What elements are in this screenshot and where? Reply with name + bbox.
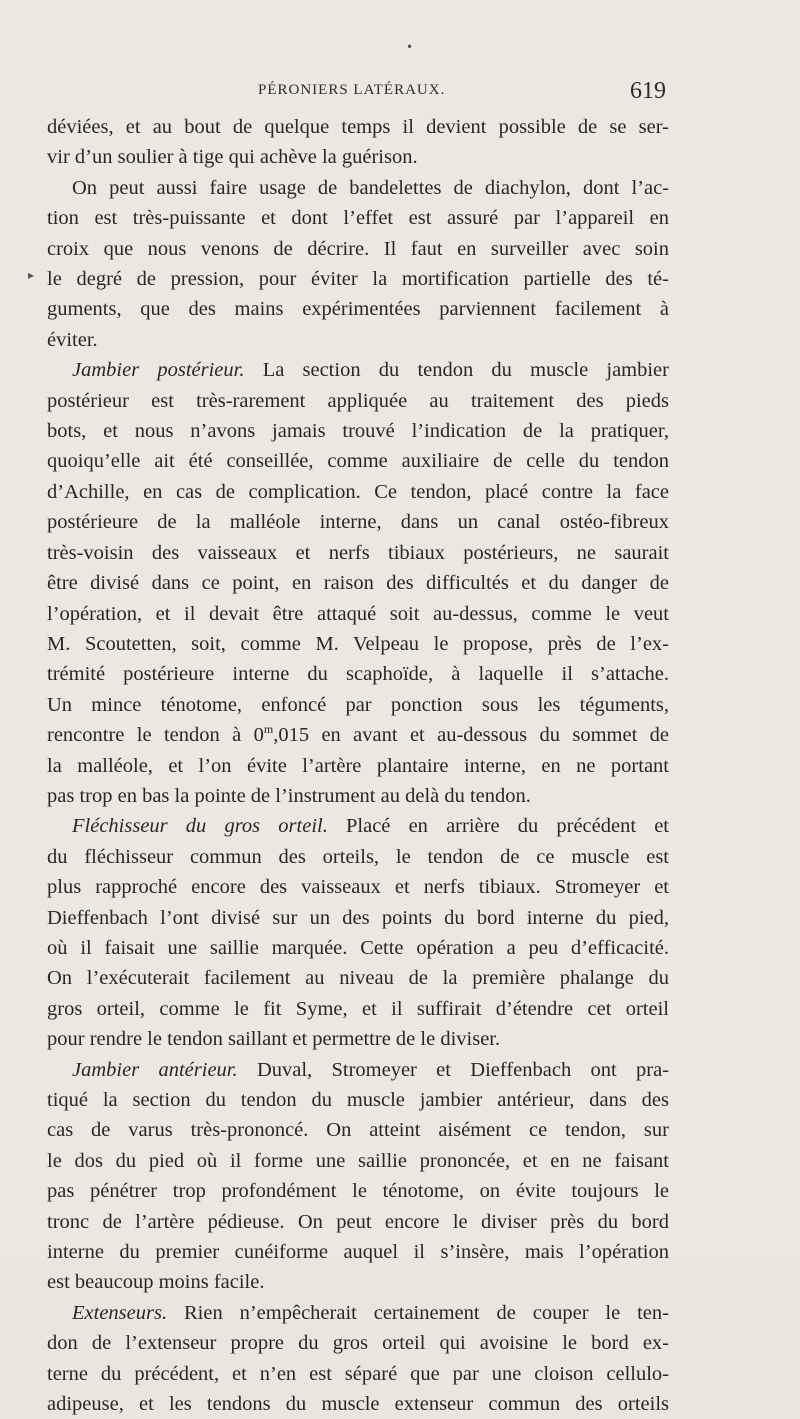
- section-heading: Fléchisseur du gros orteil.: [72, 815, 328, 838]
- text-run: Placé en arrière du précédent et: [327, 815, 669, 838]
- text-run: Dieffenbach l’ont divisé sur un des points du bord interne du pied,: [47, 906, 669, 929]
- text-line: [47, 599, 669, 629]
- text-run: ,015 en avant et au-dessous du sommet de: [273, 724, 669, 747]
- margin-mark: ▸: [28, 268, 35, 282]
- text-line: [47, 781, 669, 811]
- body-text: [47, 112, 669, 1419]
- text-line: [47, 203, 669, 233]
- text-line: [47, 477, 669, 507]
- text-run: le dos du pied où il forme une saillie prononcée, et en ne faisant: [47, 1149, 669, 1172]
- text-line: [47, 1389, 669, 1419]
- text-line: [47, 1146, 669, 1176]
- text-line: [47, 1207, 669, 1237]
- text-line: [47, 1085, 669, 1115]
- text-run: rencontre le tendon à 0: [47, 724, 264, 747]
- text-run: gros orteil, comme le fit Syme, et il suffirait d’étendre cet orteil: [47, 997, 669, 1020]
- text-line: [47, 1024, 669, 1054]
- text-line: [47, 903, 669, 933]
- text-line: [47, 1115, 669, 1145]
- section-heading: Jambier postérieur.: [72, 359, 245, 382]
- text-line: [47, 933, 669, 963]
- text-run: tion est très-puissante et dont l’effet est assuré par l’appareil en: [47, 207, 669, 230]
- text-run: don de l’extenseur propre du gros orteil qui avoisine le bord ex-: [47, 1332, 669, 1355]
- text-run: déviées, et au bout de quelque temps il devient possible de se ser-: [47, 116, 669, 138]
- text-run: quoiqu’elle ait été conseillée, comme auxiliaire de celle du tendon: [47, 450, 669, 473]
- text-line: [47, 751, 669, 781]
- text-line: [47, 842, 669, 872]
- text-run: pour rendre le tendon saillant et permettre de le diviser.: [47, 1028, 501, 1051]
- text-line: [47, 994, 669, 1024]
- page-header: [0, 78, 800, 108]
- text-run: postérieur est très-rarement appliquée au traitement des pieds: [47, 389, 669, 412]
- text-line: [47, 720, 669, 750]
- text-line: [47, 1359, 669, 1389]
- text-run: postérieure de la malléole interne, dans un canal ostéo-fibreux: [47, 511, 669, 534]
- text-line: [47, 355, 669, 385]
- text-run: être divisé dans ce point, en raison des difficultés et du danger de: [47, 572, 669, 595]
- text-run: On peut aussi faire usage de bandelettes de diachylon, dont l’ac-: [72, 176, 669, 199]
- text-run: adipeuse, et les tendons du muscle extenseur commun des orteils: [47, 1393, 669, 1416]
- text-line: [47, 294, 669, 324]
- running-title: PÉRONIERS LATÉRAUX.: [258, 82, 446, 98]
- text-run: la malléole, et l’on évite l’artère plantaire interne, en ne portant: [47, 754, 669, 777]
- text-line: [47, 1267, 669, 1297]
- text-run: d’Achille, en cas de complication. Ce tendon, placé contre la face: [47, 480, 669, 503]
- text-line: [47, 1055, 669, 1085]
- text-line: [47, 173, 669, 203]
- text-line: [47, 112, 669, 142]
- text-line: [47, 386, 669, 416]
- text-run: cas de varus très-prononcé. On atteint aisément ce tendon, sur: [47, 1119, 669, 1142]
- text-line: [47, 446, 669, 476]
- text-line: [47, 568, 669, 598]
- text-line: [47, 538, 669, 568]
- text-line: [47, 690, 669, 720]
- text-run: terne du précédent, et n’en est séparé que par une cloison cellulo-: [47, 1362, 669, 1385]
- text-line: [47, 1237, 669, 1267]
- text-line: [47, 1176, 669, 1206]
- text-run: du fléchisseur commun des orteils, le tendon de ce muscle est: [47, 845, 669, 868]
- text-run: où il faisait une saillie marquée. Cette opération a peu d’efficacité.: [47, 936, 669, 959]
- text-run: On l’exécuterait facilement au niveau de la première phalange du: [47, 967, 669, 990]
- text-run: vir d’un soulier à tige qui achève la guérison.: [47, 146, 418, 169]
- text-line: [47, 872, 669, 902]
- text-run: bots, et nous n’avons jamais trouvé l’indication de la pratiquer,: [47, 420, 669, 443]
- text-run: M. Scoutetten, soit, comme M. Velpeau le propose, près de l’ex-: [47, 632, 669, 655]
- text-run: Duval, Stromeyer et Dieffenbach ont pra-: [237, 1058, 669, 1081]
- text-run: le degré de pression, pour éviter la mortification partielle des té-: [47, 268, 669, 291]
- text-line: [47, 1298, 669, 1328]
- text-line: [47, 507, 669, 537]
- text-line: [47, 325, 669, 355]
- superscript: m: [263, 722, 274, 737]
- text-line: [47, 963, 669, 993]
- text-line: [47, 659, 669, 689]
- text-line: [47, 416, 669, 446]
- text-run: guments, que des mains expérimentées parviennent facilement à: [47, 298, 669, 321]
- text-run: plus rapproché encore des vaisseaux et nerfs tibiaux. Stromeyer et: [47, 876, 669, 899]
- page-number: 619: [630, 78, 666, 104]
- text-run: tronc de l’artère pédieuse. On peut encore le diviser près du bord: [47, 1210, 669, 1233]
- text-run: pas pénétrer trop profondément le ténotome, on évite toujours le: [47, 1180, 669, 1203]
- text-run: très-voisin des vaisseaux et nerfs tibiaux postérieurs, ne saurait: [47, 541, 669, 564]
- text-run: l’opération, et il devait être attaqué soit au-dessus, comme le veut: [47, 602, 669, 625]
- section-heading: Jambier antérieur.: [72, 1058, 238, 1081]
- text-run: croix que nous venons de décrire. Il faut en surveiller avec soin: [47, 237, 669, 260]
- text-line: [47, 264, 669, 294]
- text-run: trémité postérieure interne du scaphoïde, à laquelle il s’attache.: [47, 663, 669, 686]
- text-run: éviter.: [47, 328, 98, 351]
- text-line: [47, 811, 669, 841]
- text-line: [47, 1328, 669, 1358]
- text-run: Rien n’empêcherait certainement de couper le ten-: [167, 1301, 669, 1324]
- text-run: pas trop en bas la pointe de l’instrument au delà du tendon.: [47, 784, 531, 807]
- text-run: tiqué la section du tendon du muscle jambier antérieur, dans des: [47, 1089, 669, 1111]
- section-heading: Extenseurs.: [72, 1301, 168, 1324]
- print-speck: •: [406, 40, 414, 54]
- text-line: [47, 629, 669, 659]
- text-run: interne du premier cunéiforme auquel il s’insère, mais l’opération: [47, 1241, 669, 1264]
- text-run: Un mince ténotome, enfoncé par ponction sous les téguments,: [47, 693, 669, 716]
- text-run: est beaucoup moins facile.: [47, 1271, 265, 1294]
- text-run: La section du tendon du muscle jambier: [244, 359, 669, 382]
- text-line: [47, 142, 669, 172]
- text-line: [47, 234, 669, 264]
